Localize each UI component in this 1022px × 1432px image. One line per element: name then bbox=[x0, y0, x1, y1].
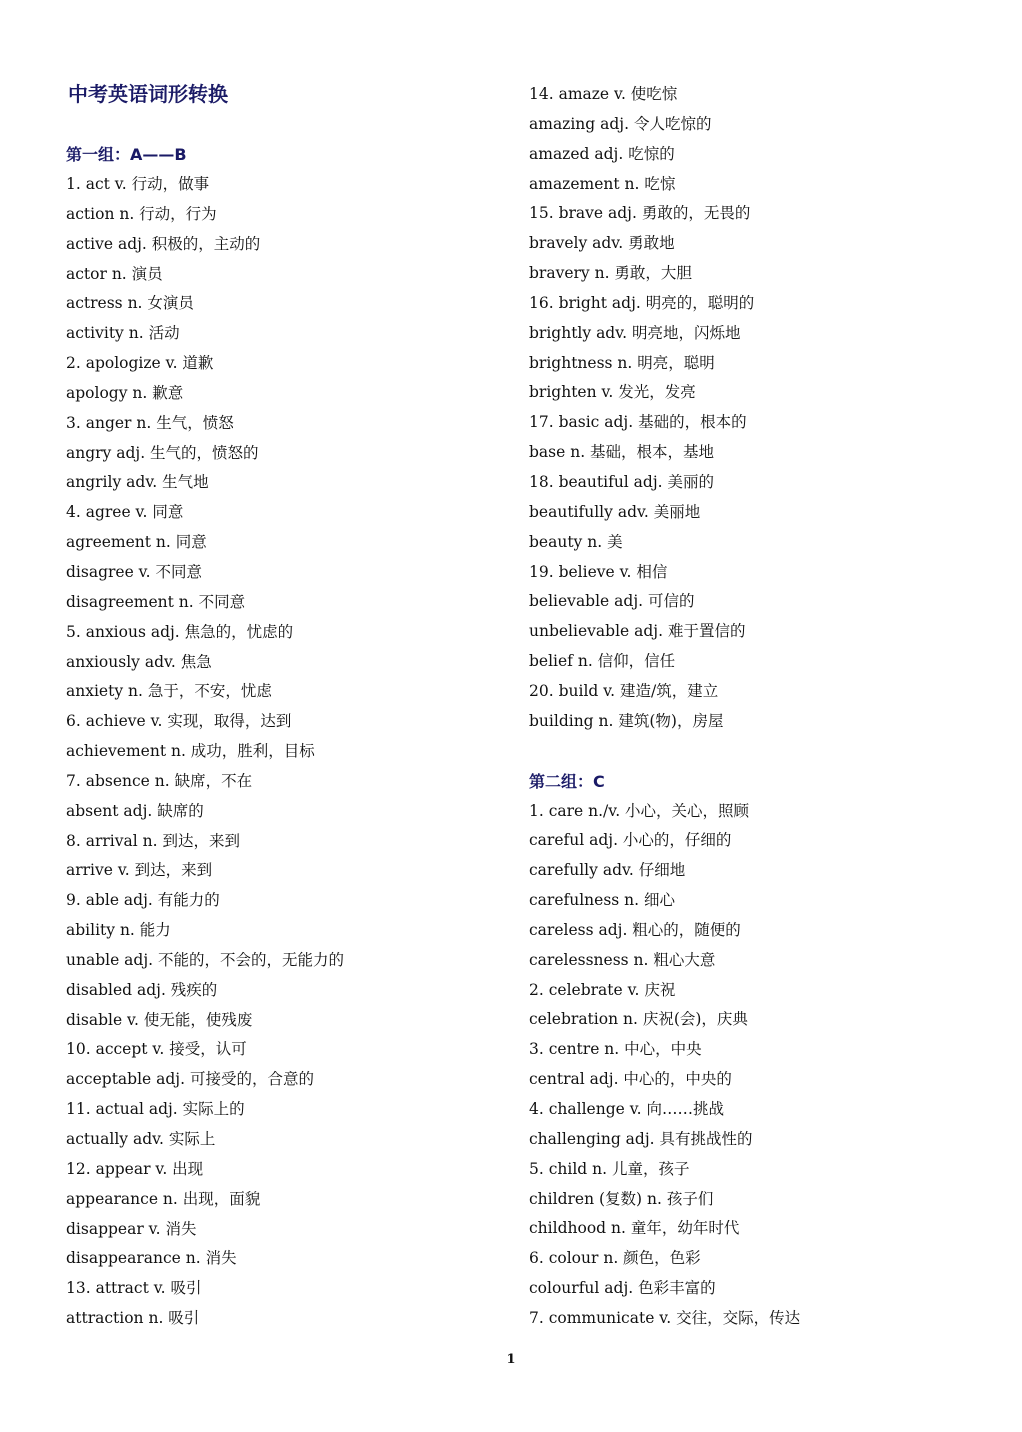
word-entry: attraction n. 吸引 bbox=[66, 1309, 200, 1328]
word-entry: action n. 行动，行为 bbox=[66, 204, 217, 223]
section-gap bbox=[529, 737, 969, 767]
word-entry: challenging adj. 具有挑战性的 bbox=[529, 1129, 753, 1148]
word-entry: activity n. 活动 bbox=[66, 324, 180, 343]
word-entry: 3. centre n. 中心，中央 bbox=[529, 1040, 702, 1059]
word-entry: actor n. 演员 bbox=[66, 264, 163, 283]
word-entry: apology n. 歉意 bbox=[66, 383, 184, 402]
word-entry: appearance n. 出现，面貌 bbox=[66, 1189, 261, 1208]
word-entry: 13. attract v. 吸引 bbox=[66, 1279, 202, 1298]
word-entry: 6. achieve v. 实现，取得，达到 bbox=[66, 712, 292, 731]
word-entry: 5. anxious adj. 焦急的，忧虑的 bbox=[66, 622, 294, 641]
word-entry: 11. actual adj. 实际上的 bbox=[66, 1100, 245, 1119]
word-entry: 8. arrival n. 到达，来到 bbox=[66, 831, 240, 850]
word-entry: beauty n. 美 bbox=[529, 532, 623, 551]
word-entry: unbelievable adj. 难于置信的 bbox=[529, 622, 746, 641]
word-entry: bravery n. 勇敢，大胆 bbox=[529, 264, 692, 283]
word-entry: 2. celebrate v. 庆祝 bbox=[529, 980, 676, 999]
word-entry: 7. absence n. 缺席，不在 bbox=[66, 771, 253, 790]
word-entry: bravely adv. 勇敢地 bbox=[529, 234, 675, 253]
word-entry: unable adj. 不能的，不会的，无能力的 bbox=[66, 950, 345, 969]
word-entry: careless adj. 粗心的，随便的 bbox=[529, 920, 741, 939]
word-entry: disable v. 使无能，使残废 bbox=[66, 1010, 253, 1029]
right-column bbox=[529, 80, 969, 1334]
word-entry: carefulness n. 细心 bbox=[529, 891, 676, 910]
word-entry: 15. brave adj. 勇敢的，无畏的 bbox=[529, 204, 751, 223]
word-entry: 6. colour n. 颜色，色彩 bbox=[529, 1249, 701, 1268]
word-entry: disappearance n. 消失 bbox=[66, 1249, 237, 1268]
page-number: 1 bbox=[506, 1352, 516, 1367]
word-entry: 17. basic adj. 基础的，根本的 bbox=[529, 413, 747, 432]
word-entry: central adj. 中心的，中央的 bbox=[529, 1070, 732, 1089]
word-entry: 2. apologize v. 道歉 bbox=[66, 354, 214, 373]
word-entry: angry adj. 生气的，愤怒的 bbox=[66, 443, 259, 462]
word-entry: 19. believe v. 相信 bbox=[529, 562, 668, 581]
word-entry: 3. anger n. 生气，愤怒 bbox=[66, 413, 234, 432]
word-entry: 14. amaze v. 使吃惊 bbox=[529, 85, 678, 103]
word-entry: disagreement n. 不同意 bbox=[66, 592, 246, 611]
word-entry: actually adv. 实际上 bbox=[66, 1130, 216, 1148]
word-entry: belief n. 信仰，信任 bbox=[529, 652, 676, 671]
word-entry: brightness n. 明亮，聪明 bbox=[529, 353, 715, 372]
word-entry: carefully adv. 仔细地 bbox=[529, 861, 686, 880]
right-entry-list-top bbox=[529, 80, 969, 737]
word-entry: beautifully adv. 美丽地 bbox=[529, 502, 701, 521]
word-entry: anxiety n. 急于，不安，忧虑 bbox=[66, 682, 272, 701]
word-entry: 1. care n./v. 小心，关心，照顾 bbox=[529, 801, 750, 820]
word-entry: 4. challenge v. 向……挑战 bbox=[529, 1100, 724, 1118]
word-entry: amazement n. 吃惊 bbox=[529, 174, 676, 193]
word-entry: brightly adv. 明亮地，闪烁地 bbox=[529, 323, 741, 342]
word-entry: believable adj. 可信的 bbox=[529, 592, 695, 611]
word-entry: brighten v. 发光，发亮 bbox=[529, 383, 696, 402]
word-entry: building n. 建筑(物)，房屋 bbox=[529, 711, 724, 730]
word-entry: 16. bright adj. 明亮的，聪明的 bbox=[529, 293, 755, 312]
word-entry: carelessness n. 粗心大意 bbox=[529, 950, 716, 969]
word-entry: 7. communicate v. 交往，交际，传达 bbox=[529, 1308, 801, 1327]
word-entry: arrive v. 到达，来到 bbox=[66, 861, 213, 880]
word-entry: 4. agree v. 同意 bbox=[66, 503, 184, 522]
word-entry: disabled adj. 残疾的 bbox=[66, 980, 218, 999]
word-entry: 9. able adj. 有能力的 bbox=[66, 891, 220, 910]
word-entry: children (复数) n. 孩子们 bbox=[529, 1189, 714, 1208]
word-entry: amazed adj. 吃惊的 bbox=[529, 144, 675, 163]
group-heading-a-b: 第一组：A——B bbox=[66, 145, 187, 164]
word-entry: active adj. 积极的，主动的 bbox=[66, 234, 261, 253]
word-entry: 18. beautiful adj. 美丽的 bbox=[529, 472, 715, 491]
word-entry: amazing adj. 令人吃惊的 bbox=[529, 114, 712, 133]
word-entry: disappear v. 消失 bbox=[66, 1219, 197, 1238]
word-entry: childhood n. 童年，幼年时代 bbox=[529, 1219, 740, 1238]
word-entry: colourful adj. 色彩丰富的 bbox=[529, 1279, 716, 1298]
word-entry: angrily adv. 生气地 bbox=[66, 473, 209, 492]
word-entry: careful adj. 小心的，仔细的 bbox=[529, 831, 732, 850]
word-entry: absent adj. 缺席的 bbox=[66, 801, 204, 820]
left-entry-list bbox=[66, 170, 506, 1334]
word-entry: 12. appear v. 出现 bbox=[66, 1159, 204, 1178]
word-entry: anxiously adv. 焦急 bbox=[66, 652, 212, 671]
left-column bbox=[66, 140, 506, 1334]
group-heading-c: 第二组：C bbox=[529, 771, 605, 791]
word-entry: 10. accept v. 接受，认可 bbox=[66, 1040, 247, 1059]
right-entry-list-bottom bbox=[529, 797, 969, 1334]
word-entry: acceptable adj. 可接受的，合意的 bbox=[66, 1070, 314, 1089]
word-entry: celebration n. 庆祝(会)，庆典 bbox=[529, 1010, 748, 1029]
word-entry: actress n. 女演员 bbox=[66, 294, 194, 313]
word-entry: base n. 基础，根本，基地 bbox=[529, 443, 715, 462]
word-entry: 1. act v. 行动，做事 bbox=[66, 175, 210, 193]
page-title: 中考英语词形转换 bbox=[68, 82, 228, 106]
word-entry: agreement n. 同意 bbox=[66, 533, 207, 552]
word-entry: 20. build v. 建造/筑，建立 bbox=[529, 681, 719, 700]
word-entry: ability n. 能力 bbox=[66, 921, 171, 940]
word-entry: disagree v. 不同意 bbox=[66, 562, 202, 581]
word-entry: achievement n. 成功，胜利，目标 bbox=[66, 742, 315, 761]
word-entry: 5. child n. 儿童，孩子 bbox=[529, 1159, 690, 1178]
